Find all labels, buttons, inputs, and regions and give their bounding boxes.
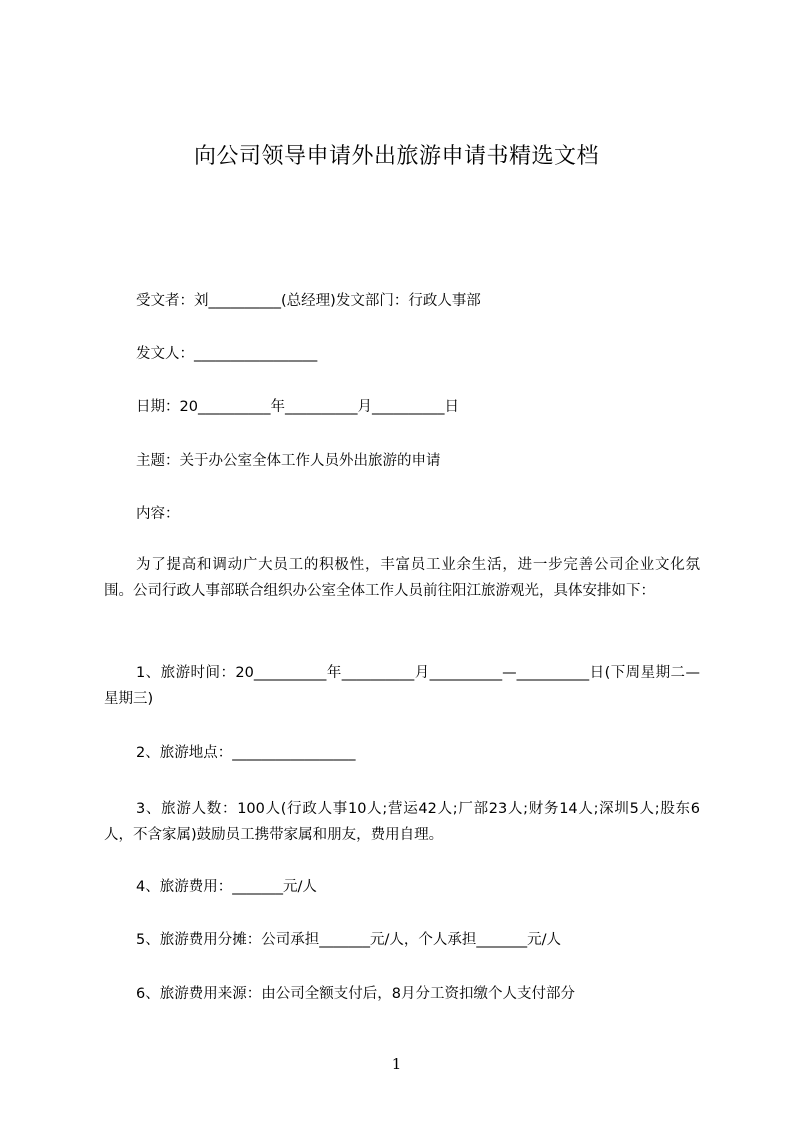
page-number: 1	[391, 1055, 402, 1073]
item-travel-headcount: 3、旅游人数：100人(行政人事10人;营运42人;厂部23人;财务14人;深圳5人;股东6人，不含家属)鼓励员工携带家属和朋友，费用自理。	[104, 801, 700, 843]
item-travel-cost: 4、旅游费用：_______元/人	[136, 879, 317, 895]
intro-paragraph: 为了提高和调动广大员工的积极性，丰富员工业余生活，进一步完善公司企业文化氛围。公司行政人事部联合组织办公室全体工作人员前往阳江旅游观光，具体安排如下：	[104, 557, 700, 599]
document-title: 向公司领导申请外出旅游申请书精选文档	[193, 144, 599, 169]
recipient-line: 受文者：刘__________(总经理)发文部门：行政人事部	[136, 293, 481, 309]
item-travel-time: 1、旅游时间：20__________年__________月__________—__________日(下周星期二—星期三)	[104, 665, 700, 707]
content-label: 内容：	[136, 506, 180, 522]
item-travel-location: 2、旅游地点：_________________	[136, 745, 356, 761]
item-cost-sharing: 5、旅游费用分摊：公司承担_______元/人，个人承担_______元/人	[136, 932, 561, 948]
date-line: 日期：20__________年__________月__________日	[136, 399, 459, 415]
subject-line: 主题：关于办公室全体工作人员外出旅游的申请	[136, 453, 441, 469]
sender-line: 发文人：_________________	[136, 346, 318, 362]
item-cost-source: 6、旅游费用来源：由公司全额支付后，8月分工资扣缴个人支付部分	[136, 986, 575, 1002]
